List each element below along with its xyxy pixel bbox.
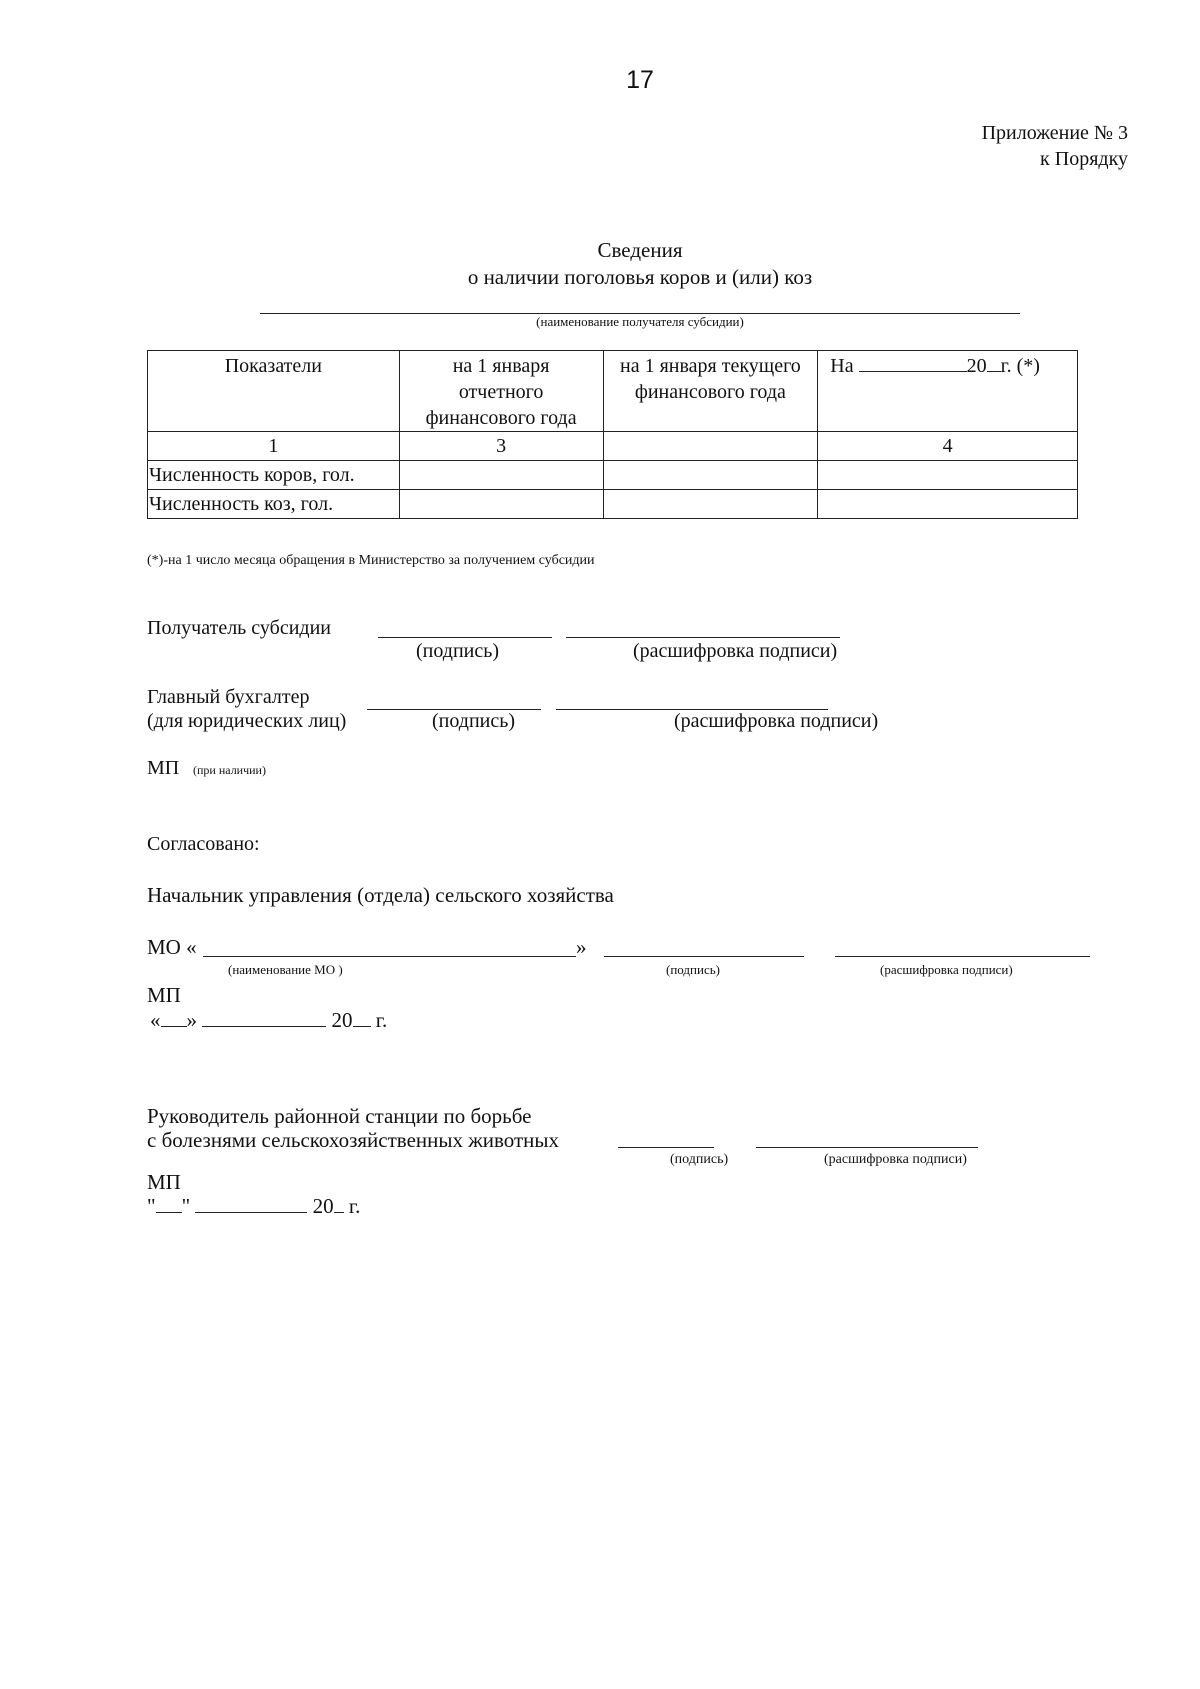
- header-date-blank[interactable]: [859, 371, 967, 372]
- table-header-row: [148, 351, 1078, 432]
- cell-goats-jan1-reporting[interactable]: [399, 490, 603, 519]
- stamp-note: (при наличии): [193, 763, 266, 777]
- recipient-label: Получатель субсидии: [147, 617, 331, 639]
- vet-title-line1: Руководитель районной станции по борьбе: [147, 1104, 532, 1128]
- date1-close-quote: »: [186, 1008, 197, 1032]
- header-jan1-reporting: [399, 351, 603, 432]
- recipient-caption: (наименование получателя субсидии): [536, 314, 744, 329]
- appendix-line1: Приложение № 3: [981, 122, 1128, 144]
- header-jan1-current-text: на 1 января текущего финансового года: [620, 355, 801, 403]
- table-row: [148, 490, 1078, 519]
- accountant-sublabel: (для юридических лиц): [147, 710, 347, 732]
- title-line1: Сведения: [597, 238, 683, 262]
- header-on-date: [818, 351, 1078, 432]
- cell-cows-jan1-reporting[interactable]: [399, 461, 603, 490]
- mo-stamp-label: МП: [147, 983, 181, 1007]
- header-jan1-current: [603, 351, 818, 432]
- mo-decode-caption: (расшифровка подписи): [880, 962, 1013, 977]
- vet-sign-line[interactable]: [618, 1147, 714, 1148]
- cell-goats-on-date[interactable]: [818, 490, 1078, 519]
- table-number-row: [148, 432, 1078, 461]
- header-on-date-year: 20: [966, 355, 987, 377]
- document-title: [0, 237, 1200, 291]
- title-line2: о наличии поголовья коров и (или) коз: [467, 265, 813, 289]
- date2-year: 20: [312, 1194, 334, 1218]
- accountant-decode-caption: (расшифровка подписи): [674, 710, 879, 732]
- footnote: (*)-на 1 число месяца обращения в Министерство за получением субсидии: [147, 553, 595, 568]
- recipient-decode-caption: (расшифровка подписи): [633, 640, 838, 662]
- stamp-label: МП: [147, 757, 180, 779]
- cell-cows-on-date[interactable]: [818, 461, 1078, 490]
- header-indicators: Показатели: [148, 351, 400, 432]
- header-jan1-reporting-text: на 1 января отчетного финансового года: [425, 355, 577, 429]
- mo-name-caption: (наименование МО ): [228, 962, 343, 977]
- cell-goats-jan1-current[interactable]: [603, 490, 818, 519]
- accountant-label: Главный бухгалтер: [147, 686, 310, 708]
- vet-stamp-label: МП: [147, 1170, 181, 1194]
- header-on-date-prefix: На: [830, 355, 854, 377]
- date1-month-blank[interactable]: [202, 1026, 326, 1027]
- agreed-label: Согласовано:: [147, 833, 260, 855]
- date1-open-quote: «: [150, 1008, 161, 1032]
- recipient-sign-line[interactable]: [378, 637, 552, 638]
- table-row: [148, 461, 1078, 490]
- date2-close-quote: ": [181, 1194, 191, 1218]
- mo-name-line[interactable]: [203, 956, 576, 957]
- date1-year-blank[interactable]: [353, 1026, 371, 1027]
- cell-cows-jan1-current[interactable]: [603, 461, 818, 490]
- recipient-decode-line[interactable]: [566, 637, 840, 638]
- vet-title-line2: с болезнями сельскохозяйственных животных: [147, 1128, 560, 1152]
- date2-field: [147, 1194, 360, 1219]
- head-title: Начальник управления (отдела) сельского хозяйства: [147, 883, 614, 907]
- date2-month-blank[interactable]: [195, 1212, 307, 1213]
- date1-field: [150, 1008, 387, 1033]
- date1-day-blank[interactable]: [161, 1026, 187, 1027]
- livestock-table: [147, 350, 1078, 519]
- mo-suffix: »: [576, 935, 587, 959]
- appendix-reference: [982, 120, 1128, 172]
- header-year-blank[interactable]: [987, 371, 1001, 372]
- col-number-4: 4: [818, 432, 1078, 461]
- col-number-3: [603, 432, 818, 461]
- mo-decode-line[interactable]: [835, 956, 1090, 957]
- vet-decode-caption: (расшифровка подписи): [824, 1152, 967, 1167]
- row-label-cows: Численность коров, гол.: [148, 461, 400, 490]
- page-number: 17: [626, 66, 654, 94]
- vet-sign-caption: (подпись): [670, 1152, 729, 1167]
- col-number-2: 3: [399, 432, 603, 461]
- row-label-goats: Численность коз, гол.: [148, 490, 400, 519]
- date2-year-blank[interactable]: [334, 1212, 344, 1213]
- accountant-sign-caption: (подпись): [432, 710, 516, 732]
- mo-sign-line[interactable]: [604, 956, 804, 957]
- date2-open-quote: ": [147, 1194, 156, 1218]
- recipient-sign-caption: (подпись): [416, 640, 500, 662]
- date1-year: 20: [331, 1008, 353, 1032]
- header-on-date-suffix: г. (*): [1000, 355, 1040, 377]
- col-number-1: 1: [148, 432, 400, 461]
- date1-suffix: г.: [375, 1008, 388, 1032]
- date2-suffix: г.: [348, 1194, 361, 1218]
- mo-sign-caption: (подпись): [666, 962, 720, 977]
- mo-prefix: МО «: [147, 935, 197, 959]
- appendix-line2: к Порядку: [1040, 148, 1128, 170]
- vet-decode-line[interactable]: [756, 1147, 978, 1148]
- date2-day-blank[interactable]: [156, 1212, 182, 1213]
